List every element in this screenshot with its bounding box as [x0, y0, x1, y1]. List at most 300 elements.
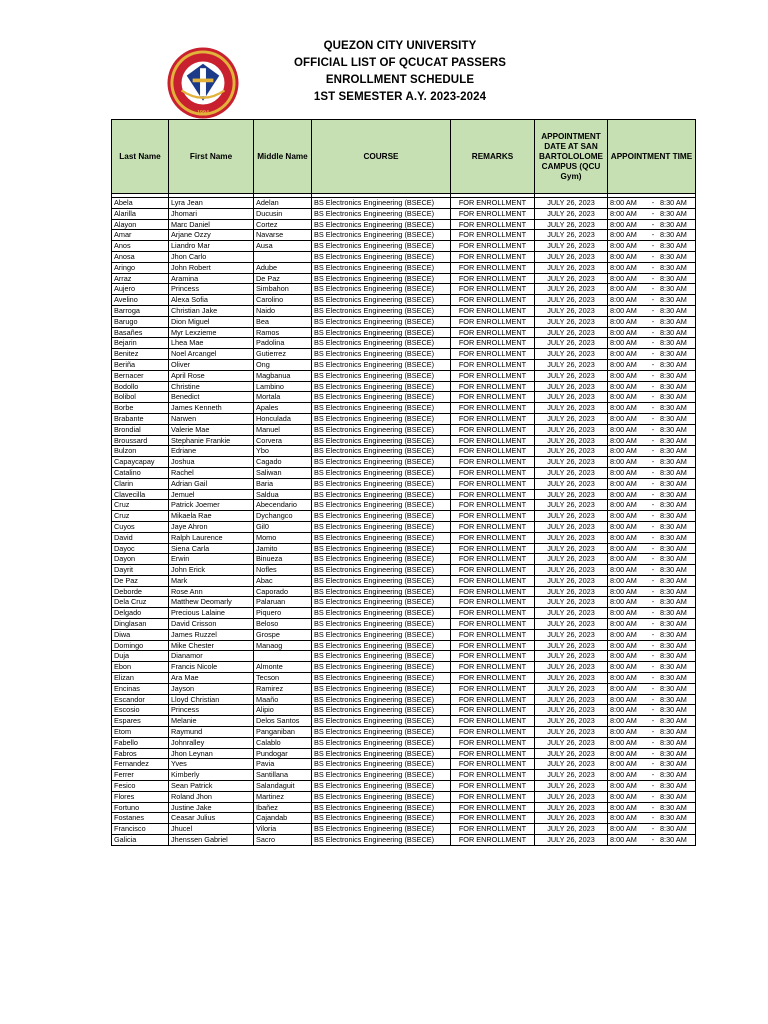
middle-name-cell: Viloria: [254, 824, 312, 835]
date-cell: JULY 26, 2023: [535, 424, 608, 435]
last-name-cell: Cuyos: [112, 521, 169, 532]
col-first-name: First Name: [169, 120, 254, 194]
course-cell: BS Electronics Engineering (BSECE): [312, 554, 451, 565]
course-cell: BS Electronics Engineering (BSECE): [312, 694, 451, 705]
time-end: 8:30 AM: [660, 802, 687, 812]
time-start: 8:00 AM: [610, 824, 637, 834]
remarks-cell: FOR ENROLLMENT: [451, 608, 535, 619]
first-name-cell: Marc Daniel: [169, 219, 254, 230]
time-start: 8:00 AM: [610, 683, 637, 693]
remarks-cell: FOR ENROLLMENT: [451, 543, 535, 554]
course-cell: BS Electronics Engineering (BSECE): [312, 597, 451, 608]
time-separator: -: [651, 532, 655, 542]
table-row: [112, 673, 696, 684]
middle-name-cell: Martinez: [254, 791, 312, 802]
remarks-cell: FOR ENROLLMENT: [451, 305, 535, 316]
table-row: [112, 770, 696, 781]
course-cell: BS Electronics Engineering (BSECE): [312, 424, 451, 435]
date-cell: JULY 26, 2023: [535, 489, 608, 500]
last-name-cell: Bolibol: [112, 392, 169, 403]
time-start: 8:00 AM: [610, 284, 637, 294]
last-name-cell: Dinglasan: [112, 619, 169, 630]
middle-name-cell: Ducusin: [254, 208, 312, 219]
time-end: 8:30 AM: [660, 619, 687, 629]
date-cell: JULY 26, 2023: [535, 219, 608, 230]
time-end: 8:30 AM: [660, 500, 687, 510]
first-name-cell: Adrian Gail: [169, 478, 254, 489]
time-separator: -: [651, 727, 655, 737]
time-separator: -: [651, 694, 655, 704]
col-middle-name: Middle Name: [254, 120, 312, 194]
first-name-cell: Dion Miguel: [169, 316, 254, 327]
table-row: [112, 651, 696, 662]
last-name-cell: Elizan: [112, 673, 169, 684]
remarks-cell: FOR ENROLLMENT: [451, 478, 535, 489]
time-start: 8:00 AM: [610, 781, 637, 791]
time-cell: [608, 759, 696, 770]
remarks-cell: FOR ENROLLMENT: [451, 781, 535, 792]
time-cell: [608, 251, 696, 262]
time-separator: -: [651, 640, 655, 650]
time-end: 8:30 AM: [660, 457, 687, 467]
time-separator: -: [651, 295, 655, 305]
table-row: [112, 608, 696, 619]
document-header: [250, 38, 550, 106]
time-end: 8:30 AM: [660, 737, 687, 747]
remarks-cell: FOR ENROLLMENT: [451, 435, 535, 446]
time-cell: [608, 338, 696, 349]
course-cell: BS Electronics Engineering (BSECE): [312, 759, 451, 770]
middle-name-cell: Manaog: [254, 640, 312, 651]
time-cell: [608, 284, 696, 295]
time-separator: -: [651, 467, 655, 477]
date-cell: JULY 26, 2023: [535, 305, 608, 316]
time-separator: -: [651, 575, 655, 585]
course-cell: BS Electronics Engineering (BSECE): [312, 219, 451, 230]
first-name-cell: Melanie: [169, 716, 254, 727]
table-row: [112, 662, 696, 673]
last-name-cell: Dela Cruz: [112, 597, 169, 608]
time-start: 8:00 AM: [610, 392, 637, 402]
time-separator: -: [651, 198, 655, 207]
time-end: 8:30 AM: [660, 662, 687, 672]
middle-name-cell: Beloso: [254, 619, 312, 630]
time-start: 8:00 AM: [610, 359, 637, 369]
time-separator: -: [651, 608, 655, 618]
last-name-cell: Fesico: [112, 781, 169, 792]
time-cell: [608, 683, 696, 694]
remarks-cell: FOR ENROLLMENT: [451, 770, 535, 781]
remarks-cell: FOR ENROLLMENT: [451, 802, 535, 813]
time-cell: [608, 694, 696, 705]
table-row: [112, 327, 696, 338]
list-title: OFFICIAL LIST OF QCUCAT PASSERS: [293, 57, 507, 69]
middle-name-cell: Abecendario: [254, 500, 312, 511]
time-end: 8:30 AM: [660, 586, 687, 596]
time-end: 8:30 AM: [660, 403, 687, 413]
date-cell: JULY 26, 2023: [535, 208, 608, 219]
table-row: [112, 835, 696, 846]
time-cell: [608, 511, 696, 522]
time-start: 8:00 AM: [610, 640, 637, 650]
date-cell: JULY 26, 2023: [535, 327, 608, 338]
middle-name-cell: Manuel: [254, 424, 312, 435]
last-name-cell: Brondial: [112, 424, 169, 435]
col-remarks: REMARKS: [451, 120, 535, 194]
table-row: [112, 251, 696, 262]
course-cell: BS Electronics Engineering (BSECE): [312, 629, 451, 640]
table-row: [112, 381, 696, 392]
course-cell: BS Electronics Engineering (BSECE): [312, 619, 451, 630]
middle-name-cell: Ramos: [254, 327, 312, 338]
table-row: [112, 446, 696, 457]
table-row: [112, 521, 696, 532]
remarks-cell: FOR ENROLLMENT: [451, 327, 535, 338]
remarks-cell: FOR ENROLLMENT: [451, 640, 535, 651]
time-separator: -: [651, 424, 655, 434]
table-row: [112, 694, 696, 705]
time-start: 8:00 AM: [610, 478, 637, 488]
course-cell: BS Electronics Engineering (BSECE): [312, 198, 451, 209]
middle-name-cell: Panganiban: [254, 727, 312, 738]
remarks-cell: FOR ENROLLMENT: [451, 554, 535, 565]
time-separator: -: [651, 770, 655, 780]
remarks-cell: FOR ENROLLMENT: [451, 565, 535, 576]
time-separator: -: [651, 586, 655, 596]
course-cell: BS Electronics Engineering (BSECE): [312, 662, 451, 673]
date-cell: JULY 26, 2023: [535, 370, 608, 381]
time-separator: -: [651, 349, 655, 359]
date-cell: JULY 26, 2023: [535, 359, 608, 370]
last-name-cell: Fortuno: [112, 802, 169, 813]
date-cell: JULY 26, 2023: [535, 662, 608, 673]
time-cell: [608, 273, 696, 284]
time-cell: [608, 791, 696, 802]
time-end: 8:30 AM: [660, 835, 687, 845]
first-name-cell: Joshua: [169, 457, 254, 468]
course-cell: BS Electronics Engineering (BSECE): [312, 683, 451, 694]
remarks-cell: FOR ENROLLMENT: [451, 208, 535, 219]
first-name-cell: Jhomari: [169, 208, 254, 219]
time-separator: -: [651, 208, 655, 218]
remarks-cell: FOR ENROLLMENT: [451, 284, 535, 295]
first-name-cell: Edriane: [169, 446, 254, 457]
time-cell: [608, 727, 696, 738]
middle-name-cell: Gil0: [254, 521, 312, 532]
time-start: 8:00 AM: [610, 651, 637, 661]
time-end: 8:30 AM: [660, 219, 687, 229]
first-name-cell: Sean Patrick: [169, 781, 254, 792]
last-name-cell: Bodollo: [112, 381, 169, 392]
first-name-cell: Stephanie Frankie: [169, 435, 254, 446]
course-cell: BS Electronics Engineering (BSECE): [312, 284, 451, 295]
table-row: [112, 413, 696, 424]
first-name-cell: Jhenssen Gabriel: [169, 835, 254, 846]
last-name-cell: Encinas: [112, 683, 169, 694]
remarks-cell: FOR ENROLLMENT: [451, 791, 535, 802]
table-row: [112, 759, 696, 770]
time-cell: [608, 198, 696, 209]
date-cell: JULY 26, 2023: [535, 608, 608, 619]
middle-name-cell: Gutierrez: [254, 349, 312, 360]
table-row: [112, 565, 696, 576]
time-start: 8:00 AM: [610, 198, 637, 207]
middle-name-cell: Abac: [254, 575, 312, 586]
first-name-cell: Lhea Mae: [169, 338, 254, 349]
last-name-cell: Domingo: [112, 640, 169, 651]
remarks-cell: FOR ENROLLMENT: [451, 683, 535, 694]
time-separator: -: [651, 651, 655, 661]
time-start: 8:00 AM: [610, 737, 637, 747]
middle-name-cell: Ong: [254, 359, 312, 370]
time-separator: -: [651, 370, 655, 380]
first-name-cell: John Robert: [169, 262, 254, 273]
time-start: 8:00 AM: [610, 349, 637, 359]
time-cell: [608, 737, 696, 748]
first-name-cell: Liandro Mar: [169, 241, 254, 252]
time-start: 8:00 AM: [610, 338, 637, 348]
middle-name-cell: Delos Santos: [254, 716, 312, 727]
first-name-cell: Noel Arcangel: [169, 349, 254, 360]
first-name-cell: Mark: [169, 575, 254, 586]
middle-name-cell: Naido: [254, 305, 312, 316]
remarks-cell: FOR ENROLLMENT: [451, 457, 535, 468]
time-cell: [608, 608, 696, 619]
table-header-row: [112, 120, 696, 194]
time-start: 8:00 AM: [610, 629, 637, 639]
last-name-cell: Arraz: [112, 273, 169, 284]
time-start: 8:00 AM: [610, 489, 637, 499]
table-row: [112, 813, 696, 824]
time-separator: -: [651, 241, 655, 251]
time-start: 8:00 AM: [610, 381, 637, 391]
time-cell: [608, 716, 696, 727]
time-end: 8:30 AM: [660, 392, 687, 402]
date-cell: JULY 26, 2023: [535, 316, 608, 327]
date-cell: JULY 26, 2023: [535, 673, 608, 684]
course-cell: BS Electronics Engineering (BSECE): [312, 737, 451, 748]
time-start: 8:00 AM: [610, 727, 637, 737]
course-cell: BS Electronics Engineering (BSECE): [312, 381, 451, 392]
time-separator: -: [651, 662, 655, 672]
time-separator: -: [651, 802, 655, 812]
course-cell: BS Electronics Engineering (BSECE): [312, 262, 451, 273]
date-cell: JULY 26, 2023: [535, 435, 608, 446]
last-name-cell: Beriña: [112, 359, 169, 370]
time-cell: [608, 403, 696, 414]
time-separator: -: [651, 327, 655, 337]
time-start: 8:00 AM: [610, 673, 637, 683]
first-name-cell: Kimberly: [169, 770, 254, 781]
date-cell: JULY 26, 2023: [535, 824, 608, 835]
time-cell: [608, 770, 696, 781]
last-name-cell: Capaycapay: [112, 457, 169, 468]
time-cell: [608, 705, 696, 716]
time-cell: [608, 586, 696, 597]
table-row: [112, 716, 696, 727]
middle-name-cell: Apales: [254, 403, 312, 414]
first-name-cell: Narwen: [169, 413, 254, 424]
course-cell: BS Electronics Engineering (BSECE): [312, 575, 451, 586]
time-end: 8:30 AM: [660, 467, 687, 477]
time-end: 8:30 AM: [660, 554, 687, 564]
course-cell: BS Electronics Engineering (BSECE): [312, 467, 451, 478]
table-row: [112, 554, 696, 565]
course-cell: BS Electronics Engineering (BSECE): [312, 327, 451, 338]
course-cell: BS Electronics Engineering (BSECE): [312, 532, 451, 543]
remarks-cell: FOR ENROLLMENT: [451, 370, 535, 381]
first-name-cell: James Kenneth: [169, 403, 254, 414]
time-start: 8:00 AM: [610, 435, 637, 445]
middle-name-cell: Simbahon: [254, 284, 312, 295]
course-cell: BS Electronics Engineering (BSECE): [312, 521, 451, 532]
time-end: 8:30 AM: [660, 424, 687, 434]
time-separator: -: [651, 813, 655, 823]
table-row: [112, 219, 696, 230]
col-last-name: Last Name: [112, 120, 169, 194]
middle-name-cell: Cortez: [254, 219, 312, 230]
time-end: 8:30 AM: [660, 251, 687, 261]
time-start: 8:00 AM: [610, 230, 637, 240]
first-name-cell: Siena Carla: [169, 543, 254, 554]
table-row: [112, 295, 696, 306]
date-cell: JULY 26, 2023: [535, 694, 608, 705]
course-cell: BS Electronics Engineering (BSECE): [312, 435, 451, 446]
last-name-cell: Amar: [112, 230, 169, 241]
time-separator: -: [651, 835, 655, 845]
last-name-cell: Espares: [112, 716, 169, 727]
time-end: 8:30 AM: [660, 338, 687, 348]
time-start: 8:00 AM: [610, 327, 637, 337]
date-cell: JULY 26, 2023: [535, 597, 608, 608]
last-name-cell: Aujero: [112, 284, 169, 295]
first-name-cell: Matthew Deomarly: [169, 597, 254, 608]
date-cell: JULY 26, 2023: [535, 295, 608, 306]
date-cell: JULY 26, 2023: [535, 500, 608, 511]
middle-name-cell: Navarse: [254, 230, 312, 241]
time-start: 8:00 AM: [610, 532, 637, 542]
course-cell: BS Electronics Engineering (BSECE): [312, 705, 451, 716]
time-end: 8:30 AM: [660, 230, 687, 240]
time-separator: -: [651, 791, 655, 801]
middle-name-cell: Jamito: [254, 543, 312, 554]
time-start: 8:00 AM: [610, 802, 637, 812]
middle-name-cell: Ibañez: [254, 802, 312, 813]
time-cell: [608, 349, 696, 360]
table-row: [112, 435, 696, 446]
time-start: 8:00 AM: [610, 446, 637, 456]
middle-name-cell: Cajandab: [254, 813, 312, 824]
course-cell: BS Electronics Engineering (BSECE): [312, 478, 451, 489]
time-start: 8:00 AM: [610, 608, 637, 618]
first-name-cell: James Ruzzel: [169, 629, 254, 640]
time-start: 8:00 AM: [610, 511, 637, 521]
remarks-cell: FOR ENROLLMENT: [451, 349, 535, 360]
course-cell: BS Electronics Engineering (BSECE): [312, 316, 451, 327]
course-cell: BS Electronics Engineering (BSECE): [312, 251, 451, 262]
course-cell: BS Electronics Engineering (BSECE): [312, 403, 451, 414]
time-end: 8:30 AM: [660, 521, 687, 531]
time-start: 8:00 AM: [610, 273, 637, 283]
course-cell: BS Electronics Engineering (BSECE): [312, 295, 451, 306]
middle-name-cell: Palaruan: [254, 597, 312, 608]
time-cell: [608, 748, 696, 759]
time-cell: [608, 370, 696, 381]
first-name-cell: Christian Jake: [169, 305, 254, 316]
remarks-cell: FOR ENROLLMENT: [451, 748, 535, 759]
seal-emblem-bar: [193, 79, 214, 83]
remarks-cell: FOR ENROLLMENT: [451, 759, 535, 770]
last-name-cell: Clavecilla: [112, 489, 169, 500]
remarks-cell: FOR ENROLLMENT: [451, 413, 535, 424]
time-cell: [608, 219, 696, 230]
time-cell: [608, 435, 696, 446]
remarks-cell: FOR ENROLLMENT: [451, 673, 535, 684]
remarks-cell: FOR ENROLLMENT: [451, 629, 535, 640]
time-start: 8:00 AM: [610, 521, 637, 531]
time-cell: [608, 640, 696, 651]
remarks-cell: FOR ENROLLMENT: [451, 824, 535, 835]
time-end: 8:30 AM: [660, 295, 687, 305]
course-cell: BS Electronics Engineering (BSECE): [312, 781, 451, 792]
date-cell: JULY 26, 2023: [535, 543, 608, 554]
last-name-cell: Barugo: [112, 316, 169, 327]
table-row: [112, 791, 696, 802]
time-separator: -: [651, 392, 655, 402]
table-row: [112, 597, 696, 608]
remarks-cell: FOR ENROLLMENT: [451, 446, 535, 457]
time-separator: -: [651, 381, 655, 391]
middle-name-cell: Adelan: [254, 198, 312, 209]
time-separator: -: [651, 759, 655, 769]
last-name-cell: Flores: [112, 791, 169, 802]
remarks-cell: FOR ENROLLMENT: [451, 230, 535, 241]
date-cell: JULY 26, 2023: [535, 586, 608, 597]
date-cell: JULY 26, 2023: [535, 284, 608, 295]
first-name-cell: Precious Lalaine: [169, 608, 254, 619]
time-separator: -: [651, 554, 655, 564]
time-separator: -: [651, 500, 655, 510]
last-name-cell: Dayoc: [112, 543, 169, 554]
time-cell: [608, 500, 696, 511]
last-name-cell: Ebon: [112, 662, 169, 673]
last-name-cell: Avelino: [112, 295, 169, 306]
middle-name-cell: Dychangco: [254, 511, 312, 522]
first-name-cell: Yves: [169, 759, 254, 770]
course-cell: BS Electronics Engineering (BSECE): [312, 338, 451, 349]
time-cell: [608, 446, 696, 457]
course-cell: BS Electronics Engineering (BSECE): [312, 608, 451, 619]
last-name-cell: Cruz: [112, 500, 169, 511]
date-cell: JULY 26, 2023: [535, 683, 608, 694]
time-end: 8:30 AM: [660, 781, 687, 791]
time-start: 8:00 AM: [610, 251, 637, 261]
time-separator: -: [651, 619, 655, 629]
time-cell: [608, 262, 696, 273]
time-end: 8:30 AM: [660, 651, 687, 661]
first-name-cell: Raymund: [169, 727, 254, 738]
last-name-cell: Diwa: [112, 629, 169, 640]
remarks-cell: FOR ENROLLMENT: [451, 651, 535, 662]
remarks-cell: FOR ENROLLMENT: [451, 511, 535, 522]
time-cell: [608, 835, 696, 846]
first-name-cell: Jhon Leynan: [169, 748, 254, 759]
remarks-cell: FOR ENROLLMENT: [451, 295, 535, 306]
time-end: 8:30 AM: [660, 748, 687, 758]
last-name-cell: Benitez: [112, 349, 169, 360]
remarks-cell: FOR ENROLLMENT: [451, 489, 535, 500]
first-name-cell: Ceasar Julius: [169, 813, 254, 824]
